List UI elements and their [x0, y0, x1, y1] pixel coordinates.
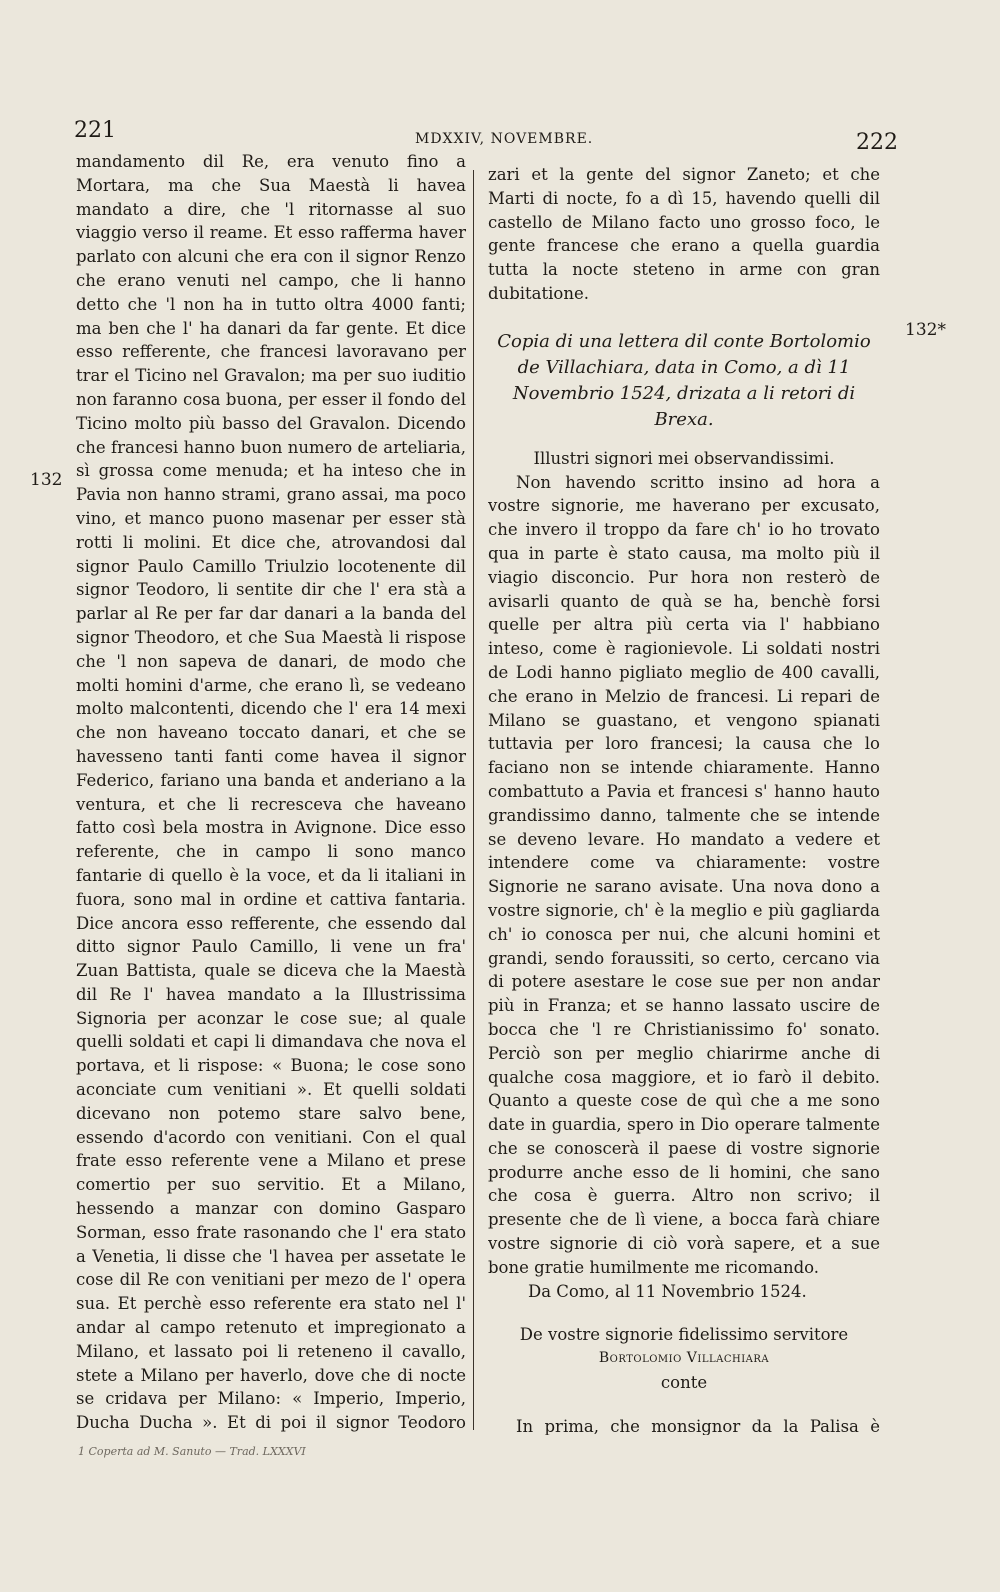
left-column — [76, 150, 466, 1435]
margin-marker-left: 132 — [30, 470, 63, 490]
column-divider — [473, 170, 474, 1430]
letter-body: Non havendo scritto insino ad hora a vostre signorie, me haverano per excusato, che invero il troppo da fare ch' io ho trovato qua in parte è stato causa, ma molto più il viagio disconcio. Pur hora non resterò de avisarli quanto de quà se ha, benchè forsi quelle per altra più certa via l' habbiano inteso, come è ragionievole. Li soldati nostri de Lodi hanno pigliato meglio de 400 cavalli, che erano in Melzio de francesi. Li repari de Milano se guastano, et vengono spianati tuttavia per loro francesi; la causa che lo faciano non se intende chiaramente. Hanno combattuto a Pavia et francesi s' hanno hauto grandissimo danno, talmente che se intende se deveno levare. Ho mandato a vedere et intendere come va chiaramente: vostre Signorie ne sarano avisate. Una nova dono a vostre signorie, ch' è la meglio e più gagliarda ch' io conosca per nui, che alcuni homini et grandi, sendo foraussiti, so certo, cercano via di potere asestare le cose sue per non andar più in Franza; et se hanno lassato uscire de bocca che 'l re Christianissimo fo' sonato. Perciò son per meglio chiarirme anche di qualche cosa maggiore, et io farò il debito. Quanto a queste cose de quì che a me sono date in guardia, spero in Dio operare talmente che se conoscerà il paese di vostre signorie produrre anche esso de li homini, che sano che cosa è guerra. Altro non scrivo; il presente che de lì viene, a bocca farà chiare vostre signorie di ciò vorà sapere, et a sue bone gratie humilmente me ricomando. — [488, 472, 880, 1277]
letter-date: Da Como, al 11 Novembrio 1524. — [528, 1281, 807, 1301]
letter-title: Copia di una lettera dil conte Bortolomio de Villachiara, data in Como, a dì 11 Novembrio 1524, drizata a li retori di Brexa. — [497, 330, 871, 430]
right-column — [488, 163, 880, 1435]
page-number-left: 221 — [74, 118, 116, 143]
running-title: MDXXIV, NOVEMBRE. — [415, 131, 594, 147]
left-column-text: mandamento dil Re, era venuto fino a Mortara, ma che Sua Maestà li havea mandato a dire, che 'l ritornasse al suo viaggio verso il reame. Et esso rafferma haver parlato con alcuni che era con il signor Renzo che erano venuti nel campo, che li hanno detto che 'l non ha in tutto oltra 4000 fanti; ma ben che l' ha danari da far gente. Et dice esso refferente, che francesi lavoravano per trar el Ticino nel Gravalon; ma per suo iuditio non faranno cosa buona, per esser il fondo del Ticino molto più basso del Gravalon. Dicendo che francesi hanno buon numero de arteliaria, sì grossa come menuda; et ha inteso che in Pavia non hanno strami, grano assai, ma poco vino, et manco puono masenar per esser stà rotti li molini. Et dice che, atrovandosi dal signor Paulo Camillo Triulzio locotenente dil signor Teodoro, li sentite dir che l' era stà a parlar al Re per far dar danari a la banda del signor Theodoro, et che Sua Maestà li rispose che 'l non sapeva de danari, de modo che molti homini d'arme, che erano lì, se vedeano molto malcontenti, dicendo che l' era 14 mexi che non haveano toccato danari, et che se havesseno tanti fanti come havea il signor Federico, fariano una banda et anderiano a la ventura, et che li recresceva che haveano fatto così bela mostra in Avignone. Dice esso referente, che in campo li sono manco fantarie di quello è la voce, et da li italiani in fuora, sono mal in ordine et cattiva fantaria. Dice ancora esso refferente, che essendo dal ditto signor Paulo Camillo, li vene un fra' Zuan Battista, quale se diceva che la Maestà dil Re l' havea mandato a la Illustrissima Signoria per aconzar le cose sue; al quale quelli soldati et capi li dimandava che nova el portava, et li rispose: « Buona; le cose sono aconciate cum venitiani ». Et quelli soldati dicevano non potemo stare salvo bene, essendo d'acordo con venitiani. Con el qual frate esso referente vene a Milano et prese comertio per suo servitio. Et a Milano, hessendo a manzar con domino Gasparo Sorman, esso frate rasonando che l' era stato a Venetia, li disse che 'l havea per assetate le cose dil Re con venitiani per mezo de l' opera sua. Et perchè esso referente era stato nel l' andar al campo retenuto et impregionato a Milano, et lassato poi li reteneno il cavallo, stete a Milano per haverlo, dove che di nocte se cridava per Milano: « Imperio, Imperio, Ducha Ducha ». Et di poi il signor Teodoro — [76, 152, 466, 1433]
opening-paragraph: zari et la gente del signor Zaneto; et che Marti di nocte, fo a dì 15, havendo quelli dil castello de Milano facto uno grosso foco, le gente francese che erano a quella guardia tutta la nocte steteno in arme con gran dubitatione. — [488, 165, 880, 303]
continuation-paragraph: In prima, che monsignor da la Palisa è — [516, 1416, 880, 1435]
letter-signer: Bortolomio Villachiara — [598, 1350, 770, 1367]
signer-title: conte — [660, 1373, 708, 1393]
letter-closing: De vostre signorie fidelissimo servitore — [519, 1325, 849, 1345]
page-number-right: 222 — [856, 130, 898, 155]
footnote: 1 Coperta ad M. Sanuto — Trad. LXXXVI — [78, 1445, 306, 1458]
margin-marker-right: 132* — [905, 320, 946, 340]
letter-salutation: Illustri signori mei observandissimi. — [533, 448, 835, 468]
